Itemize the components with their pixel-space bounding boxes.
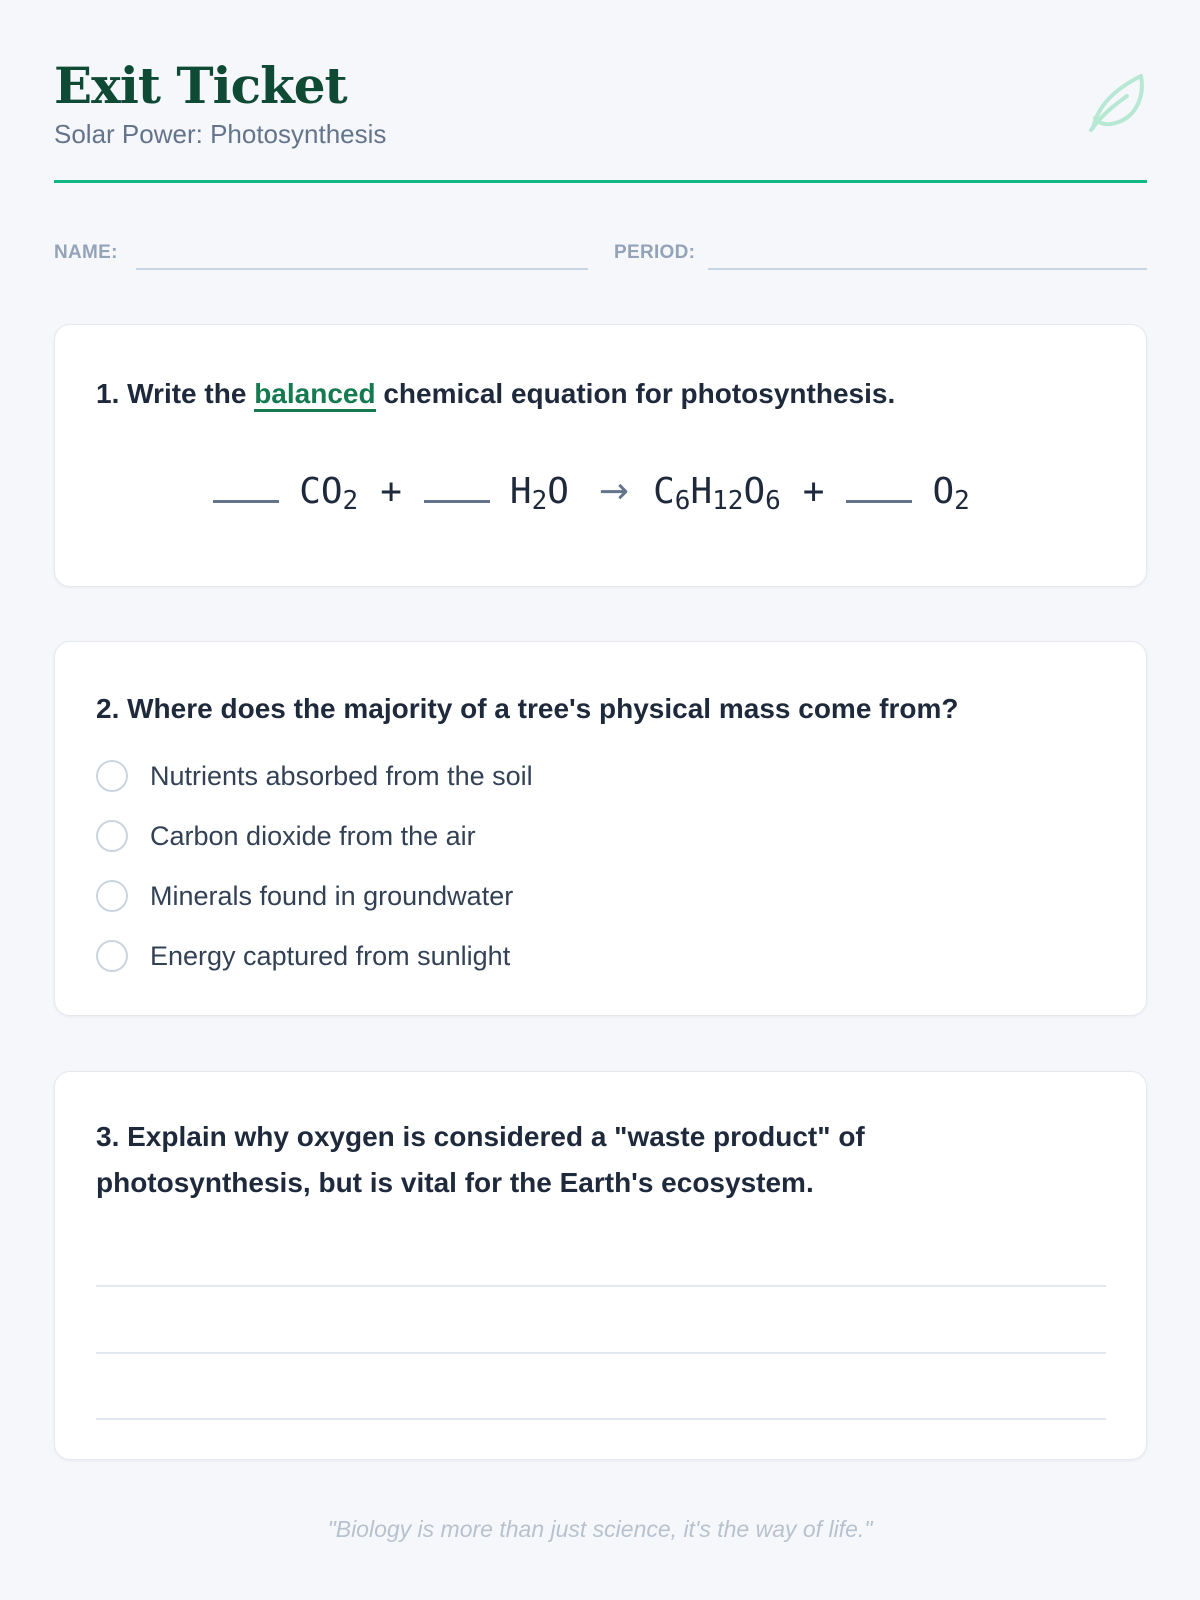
answer-line[interactable]	[96, 1352, 1106, 1354]
question-1-prefix: 1. Write the	[96, 378, 255, 409]
question-card-1	[54, 324, 1147, 587]
co2-coefficient-blank[interactable]	[213, 463, 279, 503]
question-1-suffix: chemical equation for photosynthesis.	[375, 378, 896, 409]
header	[54, 0, 1147, 186]
page-subtitle: Solar Power: Photosynthesis	[54, 119, 387, 149]
option-3[interactable]	[96, 879, 513, 913]
arrow-icon: →	[598, 471, 630, 512]
radio-button[interactable]	[96, 880, 128, 912]
plus-sign: +	[802, 471, 825, 512]
name-field[interactable]	[136, 268, 588, 270]
co2-term: $CO_2$	[299, 471, 359, 516]
option-2[interactable]	[96, 819, 476, 853]
header-rule	[54, 180, 1147, 183]
footer-quote: "Biology is more than just science, it's the way of life."	[327, 1516, 873, 1542]
plus-sign: +	[380, 471, 402, 512]
radio-button[interactable]	[96, 760, 128, 792]
photosynthesis-equation	[55, 463, 1146, 516]
radio-button[interactable]	[96, 940, 128, 972]
question-1-text	[96, 371, 895, 417]
option-label: Nutrients absorbed from the soil	[150, 760, 533, 791]
name-label: NAME:	[54, 242, 118, 263]
student-info	[54, 236, 1147, 270]
question-3-line-1: 3. Explain why oxygen is considered a "waste product" of	[96, 1121, 865, 1152]
question-card-3	[54, 1071, 1147, 1460]
question-3-line-2: photosynthesis, but is vital for the Earth's ecosystem.	[96, 1167, 814, 1198]
period-label: PERIOD:	[614, 242, 696, 263]
question-1-highlight: balanced	[254, 378, 375, 412]
option-label: Energy captured from sunlight	[150, 940, 511, 971]
page-title: Exit Ticket	[54, 56, 347, 115]
answer-line[interactable]	[96, 1418, 1106, 1420]
option-4[interactable]	[96, 939, 510, 973]
question-3-text	[96, 1114, 865, 1206]
o2-term: $O_2$	[932, 471, 970, 516]
h2o-coefficient-blank[interactable]	[424, 463, 490, 503]
leaf-icon	[1083, 70, 1147, 134]
question-card-2	[54, 641, 1147, 1016]
answer-line[interactable]	[96, 1285, 1106, 1287]
period-field[interactable]	[708, 268, 1147, 270]
exit-ticket-page	[54, 0, 1147, 1198]
h2o-term: $H_2O$	[509, 471, 569, 516]
option-label: Carbon dioxide from the air	[150, 820, 476, 851]
o2-coefficient-blank[interactable]	[846, 463, 912, 503]
option-label: Minerals found in groundwater	[150, 880, 514, 911]
question-2-text: 2. Where does the majority of a tree's physical mass come from?	[96, 693, 959, 724]
glucose-term: $C_6H_{12}O_6$	[653, 471, 781, 516]
option-1[interactable]	[96, 759, 533, 793]
radio-button[interactable]	[96, 820, 128, 852]
